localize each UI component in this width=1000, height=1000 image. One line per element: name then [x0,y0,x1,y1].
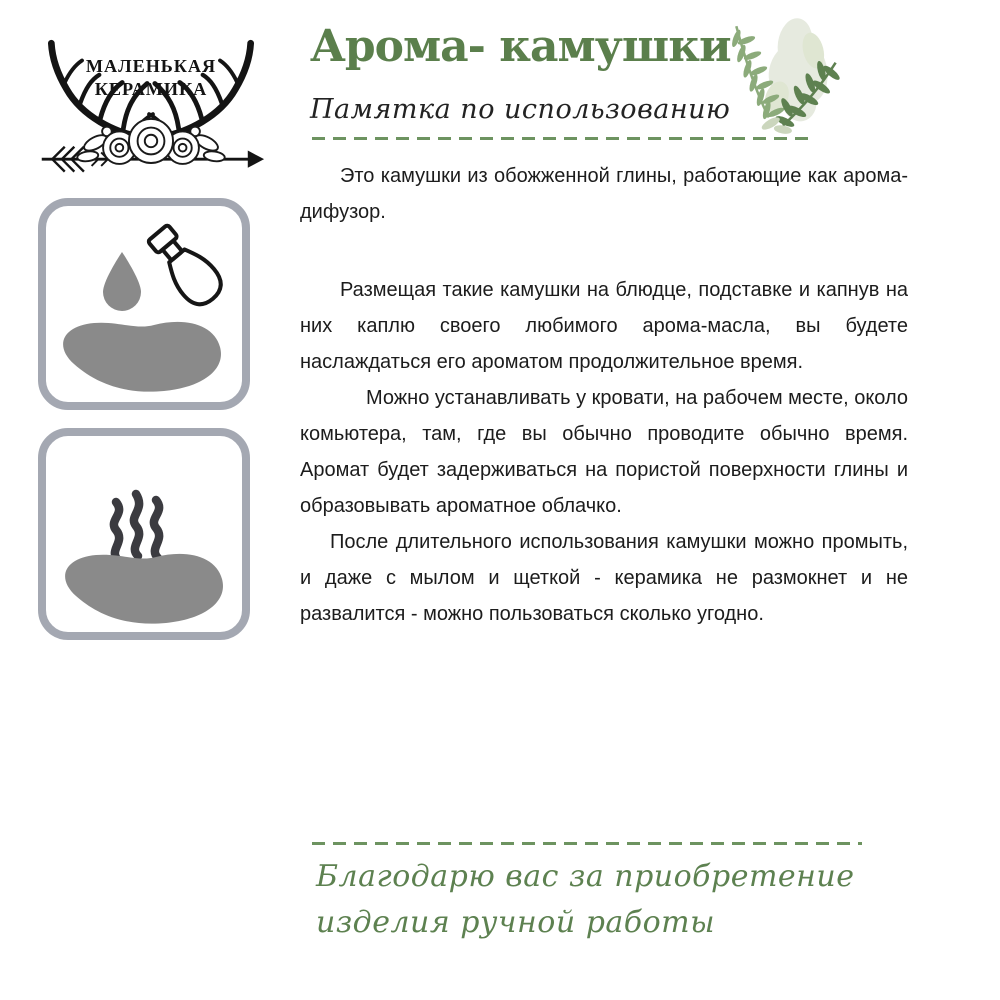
thank-you-note [316,854,855,946]
paragraph-cleaning: После длительного использования камушки можно промыть, и даже с мылом и щеткой - керамика не размокнет и не развалится - можно пользоваться сколько угодно. [300,531,908,625]
brand-logo [36,20,266,192]
body-text [300,158,908,632]
page-title: Арома- камушки [310,21,731,72]
thank-you-line1: Благодарю вас за приобретение [316,859,855,894]
paragraph-intro: Это камушки из обожженной глины, работающие как арома-дифузор. [300,165,908,223]
usage-step-oil-box [38,198,250,410]
bottom-dashed-divider [312,842,862,845]
brand-name-line2: КЕРАМИКА [94,78,208,99]
antlers-logo-icon [36,20,266,192]
paragraph-placement: Можно устанавливать у кровати, на рабочем месте, около комьютера, там, где вы обычно проводите обычно время. Аромат будет задерживаться на пористой поверхности глины и образовывать ароматное облачко. [300,387,909,517]
roses-icon [77,119,226,164]
paragraph-usage: Размещая такие камушки на блюдце, подставке и капнув на них каплю своего любимого арома-масла, вы будете наслаждаться его ароматом продолжительное время. [300,279,908,373]
thank-you-line2: изделия ручной работы [316,905,716,940]
page-subtitle: Памятка по использованию [310,94,731,125]
greenery-illustration [712,10,864,140]
oil-drop-icon [103,252,141,311]
spray-bottle-icon [142,220,228,312]
steam-icon [114,494,159,560]
stone-icon [63,322,221,392]
stone-icon [65,554,223,624]
fir-branch-icon [712,10,864,140]
brand-name-line1: МАЛЕНЬКАЯ [85,55,217,76]
usage-step-aroma-box [38,428,250,640]
